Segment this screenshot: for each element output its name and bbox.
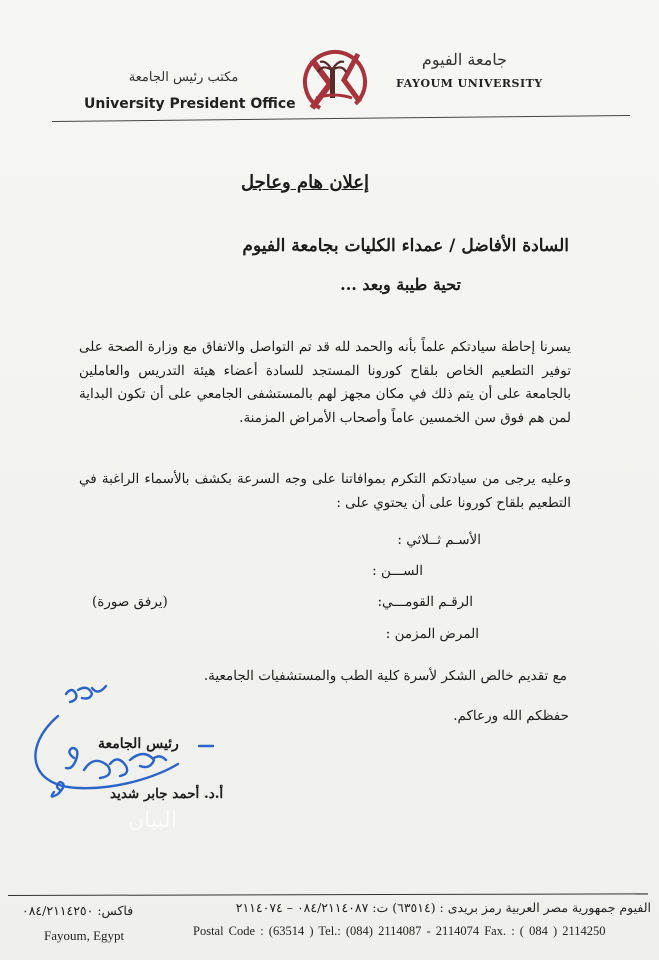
signatory-title: رئيس الجامعة	[98, 736, 179, 752]
university-name-arabic: جامعة الفيوم	[421, 50, 508, 69]
footer-address-arabic: الفيوم جمهورية مصر العربية رمز بريدى : (٦٣٥١٤) ت: ٠٨٤/٢١١٤٠٨٧ – ٢١١٤٠٧٤	[235, 900, 651, 915]
university-name-english: FAYOUM UNIVERSITY	[396, 77, 543, 90]
field-chronic-disease: المرض المزمن :	[385, 626, 479, 642]
field-full-name: الأسـم ثــلاثي :	[397, 532, 481, 548]
closing-line: حفظكم الله ورعاكم.	[453, 708, 569, 724]
footer-divider	[8, 893, 648, 896]
greeting: تحية طيبة وبعد ...	[340, 275, 461, 294]
body-paragraph-1: يسرنا إحاطة سيادتكم علماً بأنه والحمد لله قد تم التواصل والاتفاق مع وزارة الصحة على توفير التطعيم الخاص بلقاح كورونا المستجد للسادة أعضاء هيئة التدريس والعاملين بالجامعة على أن يتم ذلك في مكان مجهز لهم بالمستشفى الجامعي على أن تكون البداية لمن هم فوق سن الخمسين عاماً وأصحاب الأمراض المزمنة.	[79, 339, 571, 426]
office-title-english: University President Office	[84, 96, 296, 112]
watermark: البيان	[128, 808, 177, 833]
announcement-title: إعلان هام وعاجل	[240, 172, 370, 193]
office-title-arabic: مكتب رئيس الجامعة	[128, 70, 239, 85]
addressee: السادة الأفاضل / عمداء الكليات بجامعة الفيوم	[242, 236, 569, 256]
field-national-id: الرقـم القومـــي:	[377, 594, 473, 610]
fayoum-university-logo-icon	[300, 40, 370, 120]
footer-fax-arabic: فاكس: ٠٨٤/٢١١٤٢٥٠	[22, 903, 134, 918]
field-age: الســـن :	[372, 563, 423, 579]
footer-city-english: Fayoum, Egypt	[44, 928, 125, 943]
signatory-name: أ.د. أحمد جابر شديد	[110, 786, 224, 802]
field-national-id-note: (يرفق صورة)	[92, 594, 168, 610]
thanks-line: مع تقديم خالص الشكر لأسرة كلية الطب والمستشفيات الجامعية.	[203, 668, 567, 684]
footer-contact-english: Postal Code : (63514 ) Tel.: (084) 2114087 - 2114074 Fax. : ( 084 ) 2114250	[193, 924, 606, 938]
body-paragraph-2: وعليه يرجى من سيادتكم التكرم بموافاتنا على وجه السرعة بكشف بالأسماء الراغبة في التطعيم بلقاح كورونا على أن يحتوي على :	[79, 471, 571, 511]
